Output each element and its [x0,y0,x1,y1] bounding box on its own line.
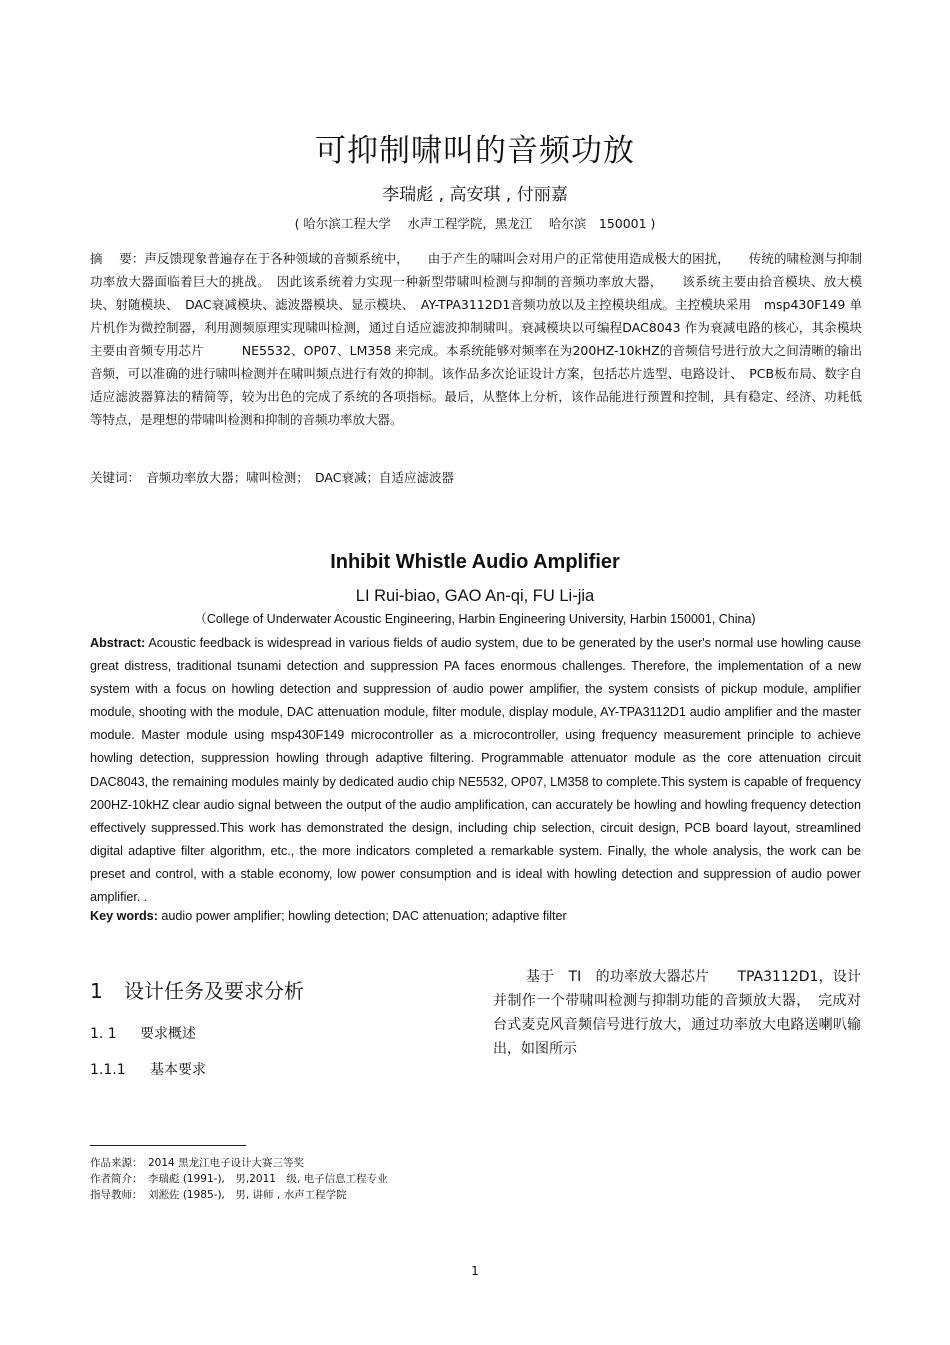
footnote-source [90,1155,388,1171]
page-number: 1 [471,1264,479,1278]
paper-title-en: Inhibit Whistle Audio Amplifier [330,551,620,573]
section-title: 基本要求 [150,1062,206,1078]
footnote-advisor [90,1187,388,1203]
affiliation-en: （College of Underwater Acoustic Engineering, Harbin Engineering University, Harbin 150001, China) [194,612,756,626]
authors-cn: 李瑞彪 , 高安琪 , 付丽嘉 [382,185,568,205]
section-heading-1 [90,975,304,1004]
authors-en: LI Rui-biao, GAO An-qi, FU Li-jia [355,587,595,605]
keywords-en-label: Key words: [90,909,158,923]
abstract-en [90,632,861,909]
section-number: 1. 1 [90,1026,117,1042]
footnote-text: 李瑞彪 (1991-), 男,2011 级, 电子信息工程专业 [148,1173,388,1185]
footnotes [90,1155,388,1203]
footnote-divider [90,1145,246,1146]
section-heading-1-1-1 [90,1059,206,1079]
footnote-label: 作品来源： [90,1157,143,1169]
section-number: 1.1.1 [90,1062,126,1078]
abstract-en-label: Abstract: [90,636,146,650]
abstract-en-text: Acoustic feedback is widespread in various fields of audio system, due to be generated by the user's normal use howling cause great distress, traditional tsunami detection and suppression PA faces enormous challenges. Therefore, the implementation of a new system with a focus on howling detection and suppression of audio power amplifier, the system consists of pickup module, amplifier module, shooting with the module, DAC attenuation module, filter module, display module, AY-TPA3112D1 audio amplifier and the master module. Master module using msp430F149 microcontroller as a microcontroller, using frequency measurement principle to achieve howling detection, suppression howling through adaptive filtering. Programmable attenuator module as the core attenuation circuit DAC8043, the remaining modules mainly by dedicated audio chip NE5532, OP07, LM358 to complete.This system is capable of frequency 200HZ-10kHZ clear audio signal between the output of the audio amplification, can accurately be howling and howling frequency detection effectively suppressed.This work has demonstrated the design, including chip selection, circuit design, PCB board layout, streamlined digital adaptive filter algorithm, etc., the more indicators completed a remarkable system. Finally, the whole analysis, the work can be preset and control, with a stable economy, low power consumption and is ideal with howling detection and suppression of audio power amplifier. . [90,636,861,905]
footnote-author [90,1171,388,1187]
keywords-en-text: audio power amplifier; howling detection; DAC attenuation; adaptive filter [161,909,567,923]
section-title: 要求概述 [140,1026,196,1042]
abstract-cn: 摘 要：声反馈现象普遍存在于各种领域的音频系统中， 由于产生的啸叫会对用户的正常使用造成极大的困扰， 传统的啸检测与抑制功率放大器面临着巨大的挑战。 因此该系统着力实现一种新型带啸叫检测与抑制的音频功率放大器， 该系统主要由拾音模块、放大模块、射随模块、 DAC衰减模块、滤波器模块、显示模块、 AY-TPA3112D1音频功放以及主控模块组成。主控模块采用 msp430F149 单片机作为微控制器，利用测频原理实现啸叫检测，通过自适应滤波抑制啸叫。衰减模块以可编程DAC8043 作为衰减电路的核心，其余模块主要由音频专用芯片 NE5532、OP07、LM358 来完成。本系统能够对频率在为200HZ-10kHZ的音频信号进行放大之间清晰的输出音频，可以准确的进行啸叫检测并在啸叫频点进行有效的抑制。该作品多次论证设计方案，包括芯片选型、电路设计、 PCB板布局、数字自适应滤波器算法的精简等，较为出色的完成了系统的各项指标。最后，从整体上分析，该作品能进行预置和控制，具有稳定、经济、功耗低等特点，是理想的带啸叫检测和抑制的音频功率放大器。 [90,251,862,427]
affiliation-cn: ( 哈尔滨工程大学 水声工程学院，黑龙江 哈尔滨 150001 ) [294,216,656,231]
section-title: 设计任务及要求分析 [124,979,304,1003]
paper-title-cn: 可抑制啸叫的音频功放 [315,133,635,169]
section-heading-1-1 [90,1023,196,1043]
footnote-text: 2014 黑龙江电子设计大赛三等奖 [148,1157,305,1169]
keywords-en [90,909,567,923]
section-number: 1 [90,979,103,1003]
footnote-label: 作者简介： [90,1173,143,1185]
footnote-text: 刘淞佐 (1985-), 男, 讲师 , 水声工程学院 [148,1189,347,1201]
body-paragraph: 基于 TI 的功率放大器芯片 TPA3112D1，设计并制作一个带啸叫检测与抑制功能的音频放大器， 完成对台式麦克风音频信号进行放大，通过功率放大电路送喇叭输出，如图所示 [493,969,861,1057]
keywords-cn: 关键词： 音频功率放大器；啸叫检测； DAC衰减；自适应滤波器 [90,470,454,485]
footnote-label: 指导教师： [90,1189,143,1201]
